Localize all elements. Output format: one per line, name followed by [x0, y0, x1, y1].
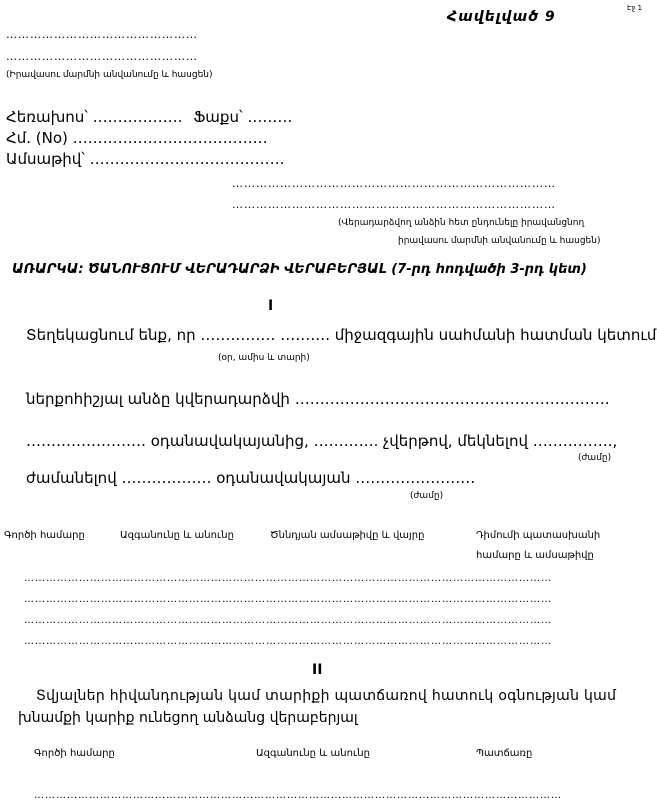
page-mark: Էջ 1: [627, 4, 643, 12]
arrival-airport-text: օդանավակայան: [216, 469, 351, 487]
main-title: ԱՌԱՐԿԱ: ԾԱՆՈՒՑՈՒՄ ՎԵՐԱԴԱՐՁԻ ՎԵՐԱԲԵՐՅԱԼ (7-րդ հոդվածի 3-րդ կետ): [12, 262, 587, 277]
notice-line-3: [26, 432, 617, 450]
phone-label: Հեռախոս՝: [6, 108, 88, 126]
table-1-col-case-number: Գործի համարը: [4, 530, 85, 541]
notice-text-1: Տեղեկացնում ենք, որ: [26, 326, 196, 344]
departure-airport-blank: ……………………: [26, 432, 146, 450]
authority-line-2: …………………………………………: [6, 50, 198, 63]
number-value: …………………………………: [72, 129, 268, 147]
section-2-text-1: Տվյալներ հիվանդության կամ տարիքի պատճառով հատուկ օգնության կամ: [36, 688, 617, 704]
table-row: ………………………………………………………………………………………………………………………………: [24, 594, 552, 605]
section-1-numeral: I: [268, 298, 274, 314]
annex-title: Հավելված 9: [447, 9, 556, 25]
table-row: ………………………………………………………………………………………………………………………………: [24, 573, 552, 584]
table-2-col-name: Ազգանունը և անունը: [256, 748, 370, 759]
authority-line-1: …………………………………………: [6, 28, 198, 41]
table-row: ………………………………………………………………………………………………………………………………: [34, 790, 562, 801]
flight-text: չվերթով, մեկնելով: [383, 432, 528, 450]
table-row: ………………………………………………………………………………………………………………………………: [24, 615, 552, 626]
recipient-line-2: ………………………………………………………………………: [232, 198, 556, 211]
number-label: Հմ. (No): [6, 129, 68, 147]
phone-value: ………………: [92, 108, 183, 126]
departure-time-blank: …………….,: [532, 432, 618, 450]
table-2-col-case-number: Գործի համարը: [34, 748, 115, 759]
arrival-time-caption: (ժամը): [410, 491, 444, 501]
notice-date-caption: (օր, ամիս և տարի): [218, 353, 310, 363]
notice-line-1: [26, 326, 656, 344]
fax-label: Ֆաքս՝: [193, 108, 243, 126]
arrival-airport-blank: ………………: [121, 469, 212, 487]
recipient-caption-1: (Վերադարձվող անձին հետ ընդունելը իրավանցնող: [338, 218, 585, 228]
phone-fax-line: [6, 108, 292, 126]
table-1-col-birth: Ծննդյան ամսաթիվը և վայրը: [270, 530, 425, 541]
notice-date-blank: …………… ……….: [200, 326, 330, 344]
table-row: ………………………………………………………………………………………………………………………………: [24, 636, 552, 647]
notice-line-2: [26, 390, 610, 408]
table-1-col-response-1: Դիմումի պատասխանի: [476, 530, 601, 541]
date-line: [6, 150, 285, 168]
notice-destination-blank: ………………………………………………………: [294, 390, 610, 408]
authority-caption: (Իրավասու մարմնի անվանումը և հասցեն): [6, 70, 213, 80]
table-2-col-reason: Պատճառը: [476, 748, 533, 759]
table-1-col-name: Ազգանունը և անունը: [120, 530, 234, 541]
fax-value: ………: [247, 108, 293, 126]
number-line: [6, 129, 268, 147]
section-2-text-2: խնամքի կարիք ունեցող անձանց վերաբերյալ: [18, 710, 358, 726]
notice-line-4: [26, 469, 475, 487]
recipient-line-1: ………………………………………………………………………: [232, 177, 556, 190]
arrival-text: ժամանելով: [26, 469, 117, 487]
date-value: …………………………………: [89, 150, 285, 168]
notice-text-3: ներքոհիշյալ անձը կվերադարձվի: [26, 390, 290, 408]
departure-time-caption: (ժամը): [578, 453, 612, 463]
date-label: Ամսաթիվ՝: [6, 150, 85, 168]
flight-number-blank: ………….: [313, 432, 379, 450]
section-2-numeral: II: [312, 662, 323, 678]
table-1-col-response-2: համարը և ամսաթիվը: [476, 550, 594, 561]
notice-text-2: միջազգային սահմանի հատման կետում: [334, 326, 657, 344]
arrival-time-blank: ……………………: [355, 469, 476, 487]
departure-airport-text: օդանավակայանից,: [150, 432, 309, 450]
recipient-caption-2: իրավասու մարմնի անվանումը և հասցեն): [398, 236, 601, 246]
